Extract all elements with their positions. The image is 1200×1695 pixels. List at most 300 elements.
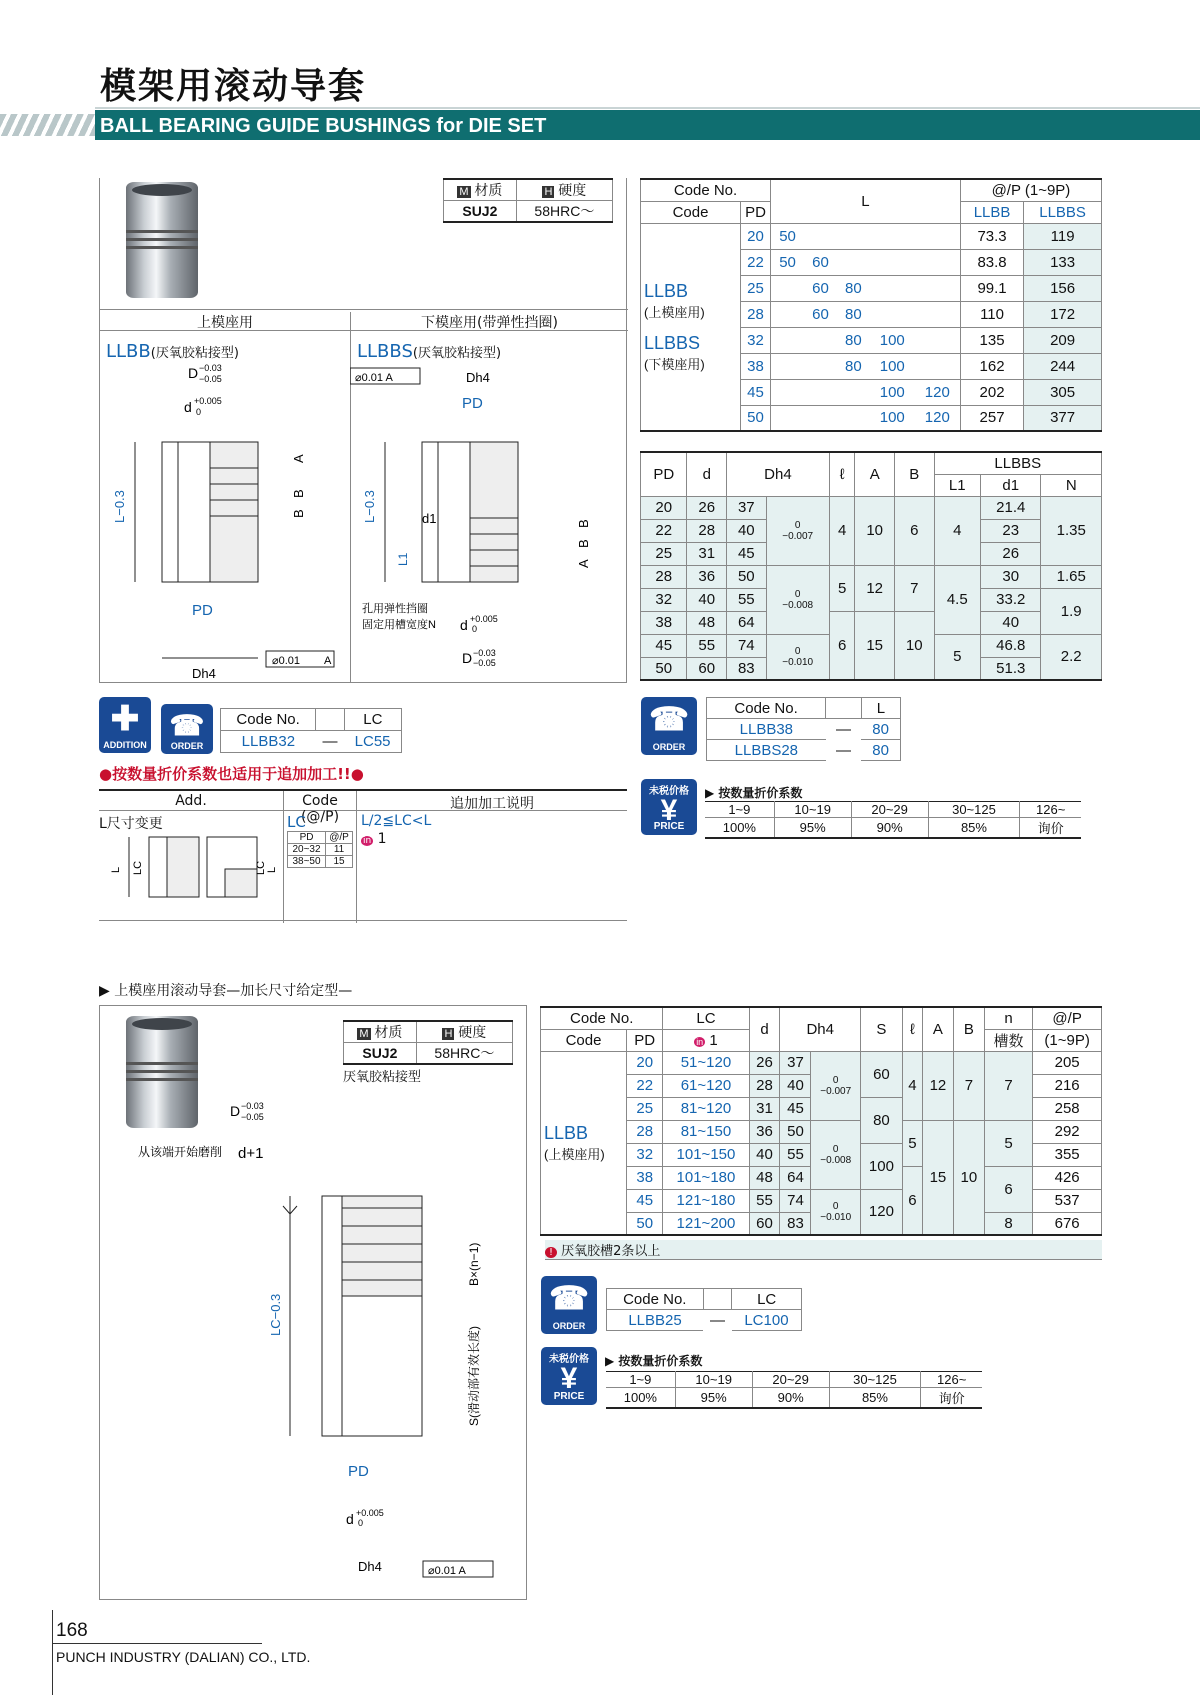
- row-l: 100: [870, 353, 915, 379]
- row-l: 60: [804, 249, 837, 275]
- h-desc: 追加加工说明: [450, 796, 534, 812]
- a-val: 15: [922, 1120, 953, 1235]
- lc-cond: L/2≦LC<L: [361, 813, 432, 829]
- snap-note1: 孔用弹性挡圈: [362, 603, 428, 615]
- svg-text:PD: PD: [462, 395, 483, 412]
- row-dh4: 45: [780, 1097, 811, 1120]
- row-price: 426: [1033, 1166, 1102, 1189]
- order-icon: ☎ ORDER: [541, 1276, 597, 1334]
- order3-code: LLBB25: [607, 1310, 704, 1331]
- rate: 95%: [774, 818, 851, 839]
- row-l: [870, 249, 915, 275]
- tol2: −0.008: [782, 599, 814, 611]
- dh4-label: Dh4: [192, 666, 216, 681]
- material-value: SUJ2: [444, 201, 517, 223]
- order2-l: 80: [861, 740, 900, 761]
- order3-table: [606, 1288, 802, 1331]
- order3-lc: LC100: [732, 1310, 802, 1331]
- qty: 10~19: [675, 1372, 752, 1388]
- b-val: 7: [953, 1051, 984, 1120]
- llbbs-title: LLBBS: [357, 341, 413, 362]
- h-icon: H: [444, 1028, 453, 1040]
- row-lc: 81~120: [663, 1097, 749, 1120]
- a-val: 12: [855, 565, 895, 611]
- code2-sub: (上模座用): [544, 1146, 605, 1162]
- row-p1: 202: [960, 379, 1023, 405]
- row-l: [771, 405, 805, 431]
- cell: 22: [641, 519, 687, 542]
- row-lc: 101~150: [663, 1143, 749, 1166]
- hardness-value: 58HRC～: [516, 201, 612, 223]
- cell: 26: [687, 496, 727, 519]
- warning-icon: !: [545, 1247, 557, 1258]
- n-val: 2.2: [1041, 634, 1102, 680]
- row-l: [771, 327, 805, 353]
- adhesive-note-text: 厌氧胶槽2条以上: [561, 1244, 661, 1259]
- footer-line: [52, 1643, 262, 1644]
- order-icon: ☎ ORDER: [641, 697, 697, 755]
- a-val: 10: [855, 496, 895, 565]
- page-number: 168: [56, 1620, 88, 1641]
- tol0: 0: [794, 645, 801, 657]
- svg-text:⌀0.01 A: ⌀0.01 A: [355, 372, 393, 384]
- dash: —: [835, 741, 851, 759]
- row-l: [771, 379, 805, 405]
- l1-val: 4.5: [934, 565, 981, 634]
- row-l: [870, 223, 915, 249]
- row-d: 55: [749, 1189, 780, 1212]
- section2-panel: [99, 1005, 527, 1600]
- row-l: [771, 301, 805, 327]
- tol1: −0.007: [820, 1085, 852, 1097]
- row-l: 100: [870, 405, 915, 431]
- d-tol-top: −0.03: [199, 363, 222, 373]
- lower-label: 下模座用(带弹性挡圈): [350, 312, 628, 332]
- h-b: B: [894, 452, 934, 496]
- svg-text:d: d: [184, 399, 192, 415]
- rate: 询价: [1037, 821, 1064, 836]
- h-slots: 槽数: [984, 1029, 1032, 1051]
- row-price: 537: [1033, 1189, 1102, 1212]
- tol0: 0: [832, 1200, 839, 1212]
- h-a: A: [922, 1007, 953, 1051]
- row-dh4: 50: [780, 1120, 811, 1143]
- in-icon: in: [696, 1036, 704, 1047]
- material-label: 材质: [474, 182, 503, 198]
- h-llbbs: LLBBS: [934, 452, 1101, 474]
- row-price: 258: [1033, 1097, 1102, 1120]
- cell: 55: [727, 588, 767, 611]
- tol2: −0.008: [820, 1154, 852, 1166]
- row-l: 120: [915, 379, 961, 405]
- h-code-no: Code No.: [641, 179, 771, 201]
- tol0: 0: [794, 519, 801, 531]
- row-pd: 32: [627, 1143, 663, 1166]
- h-code: Code No.: [607, 1289, 704, 1310]
- rate: 100%: [705, 818, 774, 839]
- row-l: [870, 301, 915, 327]
- svg-text:LC: LC: [132, 860, 144, 875]
- upper-label: 上模座用: [197, 315, 253, 331]
- cell: 33.2: [981, 588, 1041, 611]
- row-l: [870, 275, 915, 301]
- n-val: 5: [984, 1120, 1032, 1166]
- tol0: 0: [794, 588, 801, 600]
- cell: 74: [727, 634, 767, 657]
- row-pd: 25: [627, 1097, 663, 1120]
- cell: 30: [981, 565, 1041, 588]
- cell: 45: [727, 542, 767, 565]
- addition-table: [99, 789, 627, 921]
- row-pd: 28: [627, 1120, 663, 1143]
- price-label: ▶ 按数量折价系数: [705, 786, 803, 800]
- lc-drawing: [100, 1096, 528, 1596]
- row-l: 60: [804, 275, 837, 301]
- h-d1: d1: [981, 474, 1041, 496]
- cell: 26: [981, 542, 1041, 565]
- d-plus-label: d+1: [238, 1145, 264, 1162]
- svg-text:−0.05: −0.05: [241, 1112, 264, 1122]
- row-pd: 50: [627, 1212, 663, 1235]
- m-icon: M: [359, 1028, 369, 1040]
- company-name: PUNCH INDUSTRY (DALIAN) CO., LTD.: [56, 1649, 311, 1665]
- page-subtitle: BALL BEARING GUIDE BUSHINGS for DIE SET: [100, 115, 547, 137]
- cell: 40: [727, 519, 767, 542]
- row-lc: 121~180: [663, 1189, 749, 1212]
- tol1: −0.007: [782, 530, 814, 542]
- row-d: 28: [749, 1074, 780, 1097]
- row-pd: 20: [627, 1051, 663, 1074]
- row-l: 50: [771, 249, 805, 275]
- hardness-value: 58HRC～: [416, 1043, 512, 1065]
- row-l: 80: [837, 353, 870, 379]
- row-price: 292: [1033, 1120, 1102, 1143]
- sub-h-p: @/P: [326, 832, 353, 844]
- b-val: 10: [953, 1120, 984, 1235]
- h-llbb: LLBB: [960, 201, 1023, 223]
- n-val: 6: [984, 1166, 1032, 1212]
- qty: 30~125: [928, 802, 1020, 818]
- material-table: [343, 1020, 513, 1065]
- cell: 46.8: [981, 634, 1041, 657]
- tol3: −0.010: [782, 656, 814, 668]
- addition-icon: ✚ ADDITION: [99, 697, 151, 753]
- l-val: 6: [902, 1166, 922, 1235]
- row-l: [837, 405, 870, 431]
- b-val: 10: [894, 611, 934, 680]
- n-val: 7: [984, 1051, 1032, 1120]
- cell: 28: [641, 565, 687, 588]
- row-d: 26: [749, 1051, 780, 1074]
- order1-table: [220, 708, 402, 753]
- h-pd: PD: [741, 201, 771, 223]
- footer-rule: [52, 1610, 53, 1695]
- row-pd: 45: [741, 379, 771, 405]
- stripes-decoration: [0, 114, 95, 136]
- h-code: Code No.: [221, 709, 316, 731]
- h-lc: LC: [344, 709, 401, 731]
- row-d: 36: [749, 1120, 780, 1143]
- qty: 20~29: [851, 802, 928, 818]
- rate: 85%: [829, 1388, 921, 1409]
- cell: 40: [687, 588, 727, 611]
- bushing-photo: [126, 182, 198, 298]
- h-l: ℓ: [902, 1007, 922, 1051]
- row-l: [804, 327, 837, 353]
- h-dh4: Dh4: [727, 452, 830, 496]
- h-price: @/P (1~9P): [960, 179, 1101, 201]
- material-label: 材质: [374, 1024, 403, 1040]
- cell: 20: [641, 496, 687, 519]
- row-pd: 50: [741, 405, 771, 431]
- h-n: N: [1041, 474, 1102, 496]
- n-val: 8: [984, 1212, 1032, 1235]
- svg-text:Dh4: Dh4: [466, 370, 490, 385]
- h-code-no: Code No.: [541, 1007, 663, 1029]
- price-table: [606, 1371, 982, 1409]
- svg-text:B: B: [576, 539, 591, 548]
- h-lc: LC: [732, 1289, 802, 1310]
- cell: 64: [727, 611, 767, 634]
- svg-text:A: A: [576, 559, 591, 568]
- llbbs-sub: (厌氧胶粘接型): [412, 346, 502, 361]
- qty: 1~9: [606, 1372, 675, 1388]
- llbb-title: LLBB: [106, 341, 151, 362]
- h-l1: L1: [934, 474, 981, 496]
- sub-cell: 11: [326, 844, 353, 856]
- row-price: 216: [1033, 1074, 1102, 1097]
- svg-text:+0.005: +0.005: [470, 614, 498, 624]
- row-dh4: 83: [780, 1212, 811, 1235]
- svg-text:B: B: [291, 509, 306, 518]
- h-dh4: Dh4: [780, 1007, 861, 1051]
- svg-text:Dh4: Dh4: [358, 1559, 382, 1574]
- h-b: B: [953, 1007, 984, 1051]
- code-table: [640, 178, 1102, 432]
- llbbs-drawing: [350, 358, 628, 683]
- row-p2: 156: [1024, 275, 1102, 301]
- row-dh4: 37: [780, 1051, 811, 1074]
- tol0: 0: [832, 1143, 839, 1155]
- cell: 32: [641, 588, 687, 611]
- s-val: 80: [860, 1097, 902, 1143]
- h-p-range: (1~9P): [1033, 1029, 1102, 1051]
- svg-text:D: D: [230, 1103, 241, 1119]
- row-l: [837, 223, 870, 249]
- svg-text:−0.03: −0.03: [241, 1101, 264, 1111]
- row-l: [804, 405, 837, 431]
- row-l: 80: [837, 275, 870, 301]
- section2-title: ▶ 上模座用滚动导套—加长尺寸给定型—: [99, 983, 353, 999]
- row-pd: 20: [741, 223, 771, 249]
- cell: 55: [687, 634, 727, 657]
- svg-text:B: B: [291, 489, 306, 498]
- row-price: 676: [1033, 1212, 1102, 1235]
- svg-text:−0.03: −0.03: [473, 648, 496, 658]
- llbb-sub: (厌氧胶粘接型): [150, 346, 239, 361]
- lc-tol-label: LC−0.3: [268, 1293, 283, 1336]
- svg-text:L−0.3: L−0.3: [112, 490, 127, 523]
- svg-text:d: d: [346, 1511, 354, 1527]
- row-p1: 83.8: [960, 249, 1023, 275]
- svg-text:D: D: [188, 365, 199, 381]
- cell: 37: [727, 496, 767, 519]
- row-p2: 305: [1024, 379, 1102, 405]
- row-pd: 25: [741, 275, 771, 301]
- row-pd: 22: [741, 249, 771, 275]
- svg-text:A: A: [291, 454, 306, 463]
- h-d: d: [749, 1007, 780, 1051]
- row-p1: 73.3: [960, 223, 1023, 249]
- row-l: [837, 249, 870, 275]
- row-pd: 22: [627, 1074, 663, 1097]
- row-p2: 133: [1024, 249, 1102, 275]
- code2-name: LLBB: [544, 1122, 589, 1143]
- cell: 31: [687, 542, 727, 565]
- cell: 21.4: [981, 496, 1041, 519]
- llbb-drawing: [100, 358, 350, 683]
- row-l: 50: [771, 223, 805, 249]
- h-code: Code No.: [707, 698, 826, 719]
- row-l: [915, 327, 961, 353]
- rate: 询价: [938, 1391, 965, 1406]
- row-p2: 119: [1024, 223, 1102, 249]
- row-l: [915, 301, 961, 327]
- cell: 48: [687, 611, 727, 634]
- s-val: 120: [860, 1189, 902, 1235]
- h-d: d: [687, 452, 727, 496]
- row-p2: 172: [1024, 301, 1102, 327]
- qty: 126~: [1036, 802, 1066, 817]
- row-l: [915, 249, 961, 275]
- cell: 50: [641, 657, 687, 680]
- svg-text:PD: PD: [348, 1463, 369, 1480]
- snap-note2: 固定用槽宽度N: [362, 619, 436, 631]
- svg-text:0: 0: [358, 1518, 364, 1528]
- row-pd: 45: [627, 1189, 663, 1212]
- row-l: 60: [804, 301, 837, 327]
- order1-lc: LC55: [344, 731, 401, 753]
- row-l: [915, 275, 961, 301]
- title-bar: [0, 110, 1200, 140]
- h-L: L: [771, 179, 961, 223]
- material-value: SUJ2: [344, 1043, 417, 1065]
- row-d: 31: [749, 1097, 780, 1120]
- row-p1: 99.1: [960, 275, 1023, 301]
- row-l: [771, 353, 805, 379]
- row-l: 100: [870, 327, 915, 353]
- svg-text:0: 0: [472, 624, 478, 634]
- a-val: 15: [855, 611, 895, 680]
- h-code: Code: [541, 1029, 627, 1051]
- material-table: [443, 178, 613, 223]
- price-label: ▶ 按数量折价系数: [605, 1354, 703, 1368]
- l1-val: 4: [934, 496, 981, 565]
- svg-text:d: d: [460, 617, 468, 633]
- h-pd: PD: [627, 1029, 663, 1051]
- d-tol-bot: −0.05: [199, 374, 222, 384]
- svg-text:L: L: [110, 866, 122, 873]
- order2-code: LLBBS28: [707, 740, 826, 761]
- code1: LLBB: [644, 280, 689, 301]
- row-l: 100: [870, 379, 915, 405]
- row-dh4: 55: [780, 1143, 811, 1166]
- row-l: [804, 223, 837, 249]
- cell: 28: [687, 519, 727, 542]
- l-val: 4: [829, 496, 855, 565]
- h-lc: LC: [663, 1007, 749, 1029]
- h-code: Code: [641, 201, 741, 223]
- row-l: 120: [915, 405, 961, 431]
- row-l: [915, 353, 961, 379]
- row-p2: 244: [1024, 353, 1102, 379]
- row-p1: 110: [960, 301, 1023, 327]
- h-add: Add.: [175, 793, 207, 809]
- price-icon: 未税价格 ¥ PRICE: [541, 1347, 597, 1405]
- cell: 83: [727, 657, 767, 680]
- code2: LLBBS: [644, 332, 701, 353]
- h-icon: H: [544, 186, 553, 198]
- row-dh4: 74: [780, 1189, 811, 1212]
- row-l: 80: [837, 301, 870, 327]
- dash: —: [835, 720, 851, 738]
- row-pd: 32: [741, 327, 771, 353]
- cell: 40: [981, 611, 1041, 634]
- row-lc: 121~200: [663, 1212, 749, 1235]
- l-val: 5: [829, 565, 855, 611]
- order2-l: 80: [861, 719, 900, 740]
- row-l: [837, 379, 870, 405]
- n-val: 1.9: [1041, 588, 1102, 634]
- order-icon: ☎ ORDER: [161, 704, 213, 754]
- order1-code: LLBB32: [221, 731, 316, 753]
- cell: 38: [641, 611, 687, 634]
- code1-sub: (上模座用): [644, 304, 705, 320]
- sub-cell: 38~50: [288, 856, 326, 868]
- adhesive-note: [545, 1240, 1102, 1260]
- n-val: 1.35: [1041, 496, 1102, 565]
- grind-note: 从该端开始磨削: [138, 1145, 223, 1159]
- qty: 126~: [937, 1372, 967, 1387]
- order2-code: LLBB38: [707, 719, 826, 740]
- qty: 30~125: [829, 1372, 921, 1388]
- tol0: 0: [832, 1074, 839, 1086]
- d-small-top: +0.005: [194, 396, 222, 406]
- row-lc: 81~150: [663, 1120, 749, 1143]
- n-val: 1.65: [1041, 565, 1102, 588]
- code-table2: [540, 1006, 1102, 1236]
- row-p1: 162: [960, 353, 1023, 379]
- hardness-label: 硬度: [458, 1024, 487, 1040]
- d-small-bot: 0: [196, 407, 202, 417]
- b-val: 6: [894, 496, 934, 565]
- cell: 25: [641, 542, 687, 565]
- row-price: 355: [1033, 1143, 1102, 1166]
- svg-text:L−0.3: L−0.3: [362, 490, 377, 523]
- row-pd: 28: [741, 301, 771, 327]
- h-l: L: [861, 698, 900, 719]
- adhesive-label: 厌氧胶粘接型: [343, 1070, 422, 1085]
- svg-text:d1: d1: [422, 511, 437, 526]
- bx-label: B×(n−1): [467, 1242, 481, 1286]
- qty: 20~29: [752, 1372, 829, 1388]
- order2-table: [706, 697, 901, 761]
- dash: —: [709, 1311, 725, 1329]
- sub-h-pd: PD: [288, 832, 326, 844]
- row-pd: 38: [627, 1166, 663, 1189]
- h-price: @/P: [1033, 1007, 1102, 1029]
- svg-text:L: L: [266, 866, 278, 873]
